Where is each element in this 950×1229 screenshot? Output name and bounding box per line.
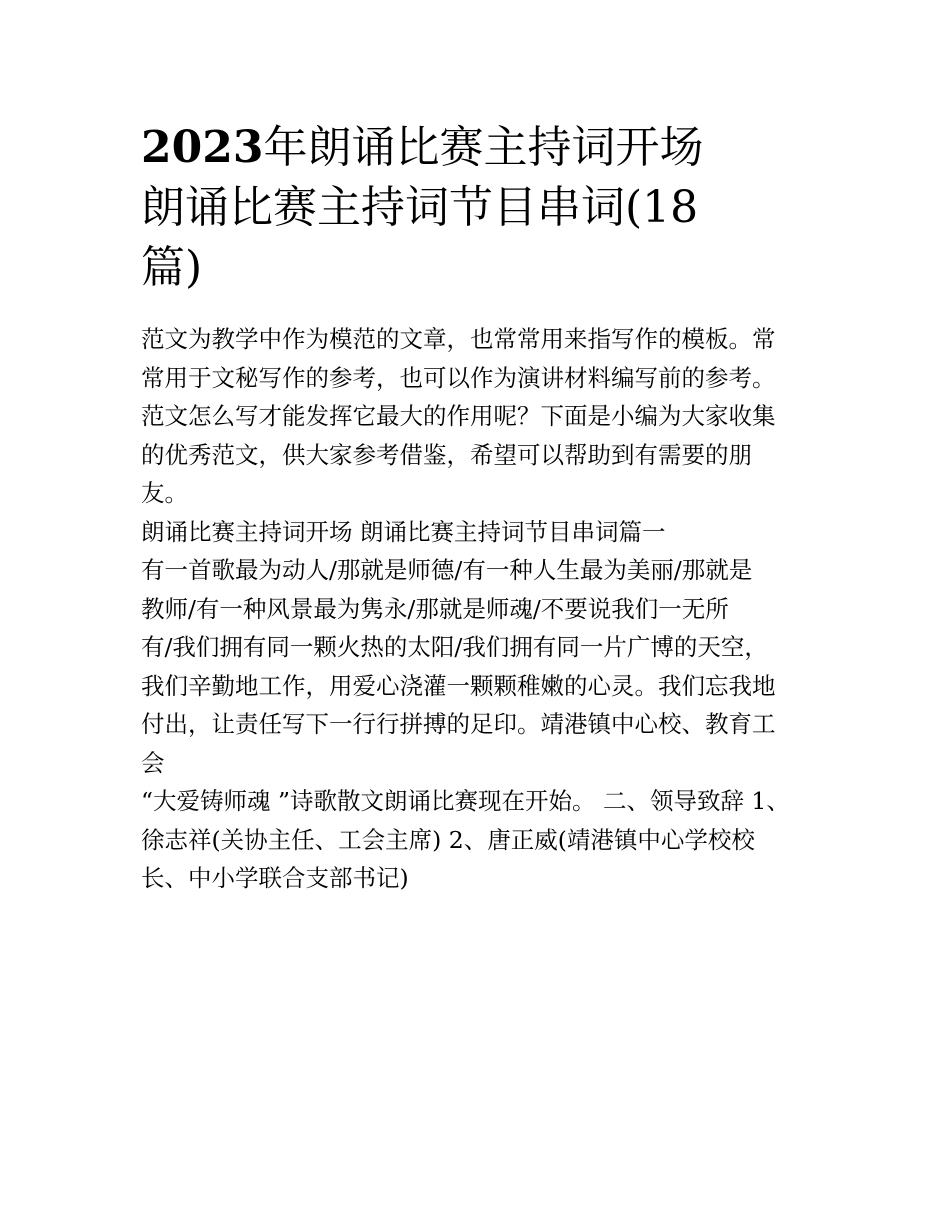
body-line: 长、中小学联合支部书记) bbox=[141, 864, 409, 892]
body-line: 有一首歌最为动人/那就是师德/有一种人生最为美丽/那就是 bbox=[141, 556, 753, 584]
document-title bbox=[141, 118, 820, 298]
body-line: 友。 bbox=[141, 479, 188, 507]
body-line: 的优秀范文，供大家参考借鉴，希望可以帮助到有需要的朋 bbox=[141, 440, 752, 469]
title-line-1 bbox=[141, 118, 820, 178]
body-line: 范文怎么写才能发挥它最大的作用呢？下面是小编为大家收集 bbox=[141, 402, 776, 430]
body-line: 付出，让责任写下一行行拼搏的足印。靖港镇中心校、教育工 bbox=[141, 710, 776, 738]
title-text: 年朗诵比赛主持词开场 bbox=[263, 122, 704, 173]
body-line: 常用于文秘写作的参考，也可以作为演讲材料编写前的参考。 bbox=[141, 363, 776, 392]
section-heading: 朗诵比赛主持词开场 朗诵比赛主持词节目串词篇一 bbox=[141, 517, 666, 546]
title-year: 2023 bbox=[141, 122, 264, 173]
body-line: 我们辛勤地工作，用爱心浇灌一颗颗稚嫩的心灵。我们忘我地 bbox=[141, 671, 776, 700]
title-line-3: 篇) bbox=[141, 242, 203, 293]
body-line: “大爱铸师魂 ”诗歌散文朗诵比赛现在开始。 二、领导致辞 1、 bbox=[141, 787, 790, 815]
body-line: 会 bbox=[141, 748, 165, 777]
document-body bbox=[141, 320, 820, 898]
body-line: 有/我们拥有同一颗火热的太阳/我们拥有同一片广博的天空， bbox=[141, 633, 768, 661]
body-line: 范文为教学中作为模范的文章，也常常用来指写作的模板。常 bbox=[141, 325, 776, 353]
body-line: 徐志祥(关协主任、工会主席) 2、唐正威(靖港镇中心学校校 bbox=[141, 825, 755, 854]
body-line: 教师/有一种风景最为隽永/那就是师魂/不要说我们一无所 bbox=[141, 594, 729, 623]
title-line-2: 朗诵比赛主持词节目串词(18 bbox=[141, 182, 699, 233]
